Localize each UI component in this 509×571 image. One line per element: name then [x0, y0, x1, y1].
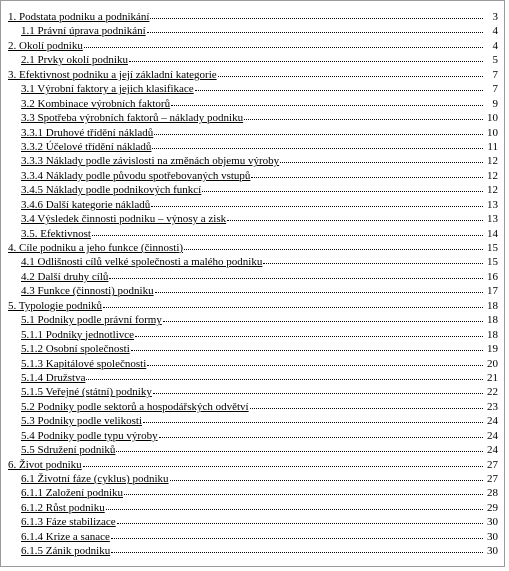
toc-dot-leader [250, 408, 483, 409]
toc-entry-title[interactable]: 3.3.3 Náklady podle závislosti na změnách objemu výroby [21, 155, 280, 168]
toc-dot-leader [109, 278, 483, 279]
toc-entry[interactable] [8, 486, 498, 500]
toc-entry[interactable] [8, 154, 498, 168]
toc-entry[interactable] [8, 313, 498, 327]
toc-dot-leader [152, 148, 483, 149]
toc-entry[interactable] [8, 357, 498, 371]
toc-entry-page-number[interactable]: 13 [487, 213, 498, 226]
toc-entry-title[interactable]: 5. Typologie podniků [8, 299, 103, 312]
toc-entry-page-number[interactable]: 5 [492, 54, 498, 67]
toc-entry-page-number[interactable]: 18 [487, 299, 498, 312]
toc-entry-page-number[interactable]: 12 [487, 169, 498, 182]
toc-entry[interactable] [8, 140, 498, 154]
toc-entry[interactable] [8, 111, 498, 125]
toc-entry-page-number[interactable]: 24 [487, 429, 498, 442]
toc-entry-page-number[interactable]: 18 [487, 328, 498, 341]
toc-entry-title[interactable]: 3.3.4 Náklady podle původu spotřebovaných vstupů [21, 169, 251, 182]
toc-entry-title[interactable]: 5.1.2 Osobní společnosti [21, 343, 130, 356]
toc-entry-page-number[interactable]: 27 [487, 458, 498, 471]
toc-entry[interactable] [8, 169, 498, 183]
toc-entry-title[interactable]: 6.1.1 Založení podniku [21, 487, 124, 500]
toc-dot-leader [263, 263, 483, 264]
toc-entry-page-number[interactable]: 29 [487, 501, 498, 514]
toc-entry[interactable] [8, 385, 498, 399]
toc-entry[interactable] [8, 255, 498, 269]
toc-dot-leader [244, 119, 483, 120]
toc-dot-leader [103, 307, 483, 308]
toc-entry-page-number[interactable]: 12 [487, 155, 498, 168]
toc-dot-leader [83, 466, 483, 467]
toc-entry[interactable] [8, 371, 498, 385]
toc-entry[interactable] [8, 501, 498, 515]
toc-entry-page-number[interactable]: 30 [487, 530, 498, 543]
toc-entry[interactable] [8, 515, 498, 529]
toc-entry-title[interactable]: 5.5 Sdružení podniků [21, 444, 116, 457]
toc-entry-page-number[interactable]: 27 [487, 473, 498, 485]
toc-entry-page-number[interactable]: 12 [487, 184, 498, 197]
toc-entry-title[interactable]: 5.1.4 Družstva [21, 371, 86, 384]
toc-dot-leader [106, 509, 483, 510]
toc-entry-page-number[interactable]: 24 [487, 444, 498, 457]
toc-entry-page-number[interactable]: 24 [487, 415, 498, 428]
toc-entry-title[interactable]: 4. Cíle podniku a jeho funkce (činnosti) [8, 242, 184, 254]
toc-entry-title[interactable]: 3.4.6 Další kategorie nákladů [21, 198, 151, 211]
toc-entry-page-number[interactable]: 4 [492, 25, 498, 38]
toc-dot-leader [86, 379, 483, 380]
toc-entry-page-number[interactable]: 15 [487, 242, 498, 254]
toc-entry-page-number[interactable]: 30 [487, 545, 498, 558]
toc-entry-page-number[interactable]: 19 [487, 343, 498, 356]
toc-entry-title[interactable]: 5.1.1 Podniky jednotlivce [21, 328, 135, 341]
toc-entry[interactable] [8, 530, 498, 544]
toc-dot-leader [251, 177, 483, 178]
toc-dot-leader [116, 451, 483, 452]
toc-dot-leader [154, 134, 483, 135]
toc-entry-title[interactable]: 6.1.4 Krize a sanace [21, 530, 110, 543]
toc-entry[interactable] [8, 183, 498, 197]
toc-entry-page-number[interactable]: 11 [487, 140, 498, 153]
toc-entry-title[interactable]: 3.5. Efektivnost [21, 227, 91, 240]
toc-dot-leader [143, 422, 483, 423]
toc-entry[interactable] [8, 400, 498, 414]
toc-entry[interactable] [8, 414, 498, 428]
toc-dot-leader [131, 350, 483, 351]
toc-dot-leader [84, 47, 483, 48]
toc-dot-leader [92, 235, 483, 236]
toc-entry-page-number[interactable]: 15 [487, 256, 498, 269]
toc-entry-page-number[interactable]: 9 [492, 97, 498, 110]
toc-entry[interactable] [8, 458, 498, 472]
toc-entry[interactable] [8, 270, 498, 284]
toc-entry-title[interactable]: 3.2 Kombinace výrobních faktorů [21, 97, 171, 110]
toc-dot-leader [184, 249, 483, 250]
toc-entry-page-number[interactable]: 30 [487, 516, 498, 529]
toc-dot-leader [111, 552, 483, 553]
toc-entry-title[interactable]: 4.3 Funkce (činnosti) podniku [21, 285, 154, 298]
toc-entry-page-number[interactable]: 4 [492, 39, 498, 52]
toc-entry-title[interactable]: 4.1 Odlišnosti cílů velké společnosti a malého podniku [21, 256, 263, 269]
toc-dot-leader [147, 365, 483, 366]
toc-entry-title[interactable]: 6. Život podniku [8, 458, 82, 471]
toc-entry-title[interactable]: 3.4 Výsledek činnosti podniku – výnosy a zisk [21, 213, 227, 226]
toc-entry-title[interactable]: 2.1 Prvky okolí podniku [21, 54, 128, 67]
toc-entry-title[interactable]: 2. Okolí podniku [8, 39, 83, 52]
toc-entry[interactable] [8, 126, 498, 140]
toc-dot-leader [129, 61, 483, 62]
toc-entry-page-number[interactable]: 20 [487, 357, 498, 370]
toc-entry-page-number[interactable]: 28 [487, 487, 498, 500]
toc-entry[interactable] [8, 39, 498, 53]
toc-dot-leader [147, 32, 483, 33]
toc-entry-title[interactable]: 5.3 Podniky podle velikosti [21, 415, 142, 428]
toc-entry-page-number[interactable]: 10 [487, 126, 498, 139]
toc-entry-title[interactable]: 3.3 Spotřeba výrobních faktorů – náklady podniku [21, 112, 244, 125]
toc-dot-leader [280, 162, 483, 163]
toc-dot-leader [218, 76, 483, 77]
toc-entry-title[interactable]: 5.1.3 Kapitálové společnosti [21, 357, 147, 370]
toc-entry-page-number[interactable]: 23 [487, 400, 498, 413]
toc-dot-leader [227, 220, 483, 221]
toc-entry-page-number[interactable]: 13 [487, 198, 498, 211]
toc-dot-leader [151, 206, 483, 207]
toc-entry-page-number[interactable]: 10 [487, 112, 498, 125]
toc-dot-leader [124, 494, 483, 495]
toc-entry-title[interactable]: 1.1 Právní úprava podnikání [21, 25, 146, 38]
toc-entry[interactable] [8, 544, 498, 558]
toc-dot-leader [117, 523, 483, 524]
toc-entry[interactable] [8, 68, 498, 82]
toc-entry-page-number[interactable]: 18 [487, 314, 498, 327]
toc-entry[interactable] [8, 284, 498, 298]
toc-dot-leader [155, 292, 483, 293]
table-of-contents [8, 10, 498, 559]
toc-entry-page-number[interactable]: 7 [492, 68, 498, 81]
toc-entry[interactable] [8, 227, 498, 241]
toc-entry-title[interactable]: 5.1.5 Veřejné (státní) podniky [21, 386, 152, 399]
toc-entry-page-number[interactable]: 7 [492, 83, 498, 96]
toc-dot-leader [170, 480, 483, 481]
toc-entry-page-number[interactable]: 17 [487, 285, 498, 298]
toc-dot-leader [159, 437, 483, 438]
toc-entry[interactable] [8, 24, 498, 38]
toc-dot-leader [163, 321, 483, 322]
toc-dot-leader [153, 393, 483, 394]
toc-entry-page-number[interactable]: 14 [487, 227, 498, 240]
toc-entry-title[interactable]: 6.1.5 Zánik podniku [21, 545, 111, 558]
toc-dot-leader [202, 191, 483, 192]
toc-entry[interactable] [8, 212, 498, 226]
toc-entry-title[interactable]: 5.2 Podniky podle sektorů a hospodářských odvětví [21, 400, 249, 413]
toc-entry-title[interactable]: 6.1.3 Fáze stabilizace [21, 516, 116, 529]
toc-entry-title[interactable]: 5.4 Podniky podle typu výroby [21, 429, 158, 442]
toc-entry[interactable] [8, 299, 498, 313]
toc-entry-title[interactable]: 5.1 Podniky podle právní formy [21, 314, 162, 327]
toc-entry[interactable] [8, 198, 498, 212]
toc-entry-title[interactable]: 3.1 Výrobní faktory a jejich klasifikace [21, 83, 194, 96]
toc-entry[interactable] [8, 82, 498, 96]
toc-entry[interactable] [8, 10, 498, 24]
toc-entry[interactable] [8, 328, 498, 342]
toc-entry-title[interactable]: 3.3.1 Druhové třídění nákladů [21, 126, 154, 139]
toc-dot-leader [150, 18, 483, 19]
toc-entry-title[interactable]: 6.1.2 Růst podniku [21, 501, 105, 514]
toc-entry[interactable] [8, 443, 498, 457]
toc-entry-page-number[interactable]: 22 [487, 386, 498, 399]
toc-dot-leader [135, 336, 483, 337]
toc-entry-title[interactable]: 1. Podstata podniku a podnikání [8, 11, 150, 23]
toc-entry-title[interactable]: 4.2 Další druhy cílů [21, 270, 109, 283]
toc-entry-page-number[interactable]: 16 [487, 270, 498, 283]
toc-entry[interactable] [8, 342, 498, 356]
toc-dot-leader [111, 538, 483, 539]
toc-entry-title[interactable]: 3.4.5 Náklady podle podnikových funkcí [21, 184, 202, 197]
toc-entry-title[interactable]: 6.1 Životní fáze (cyklus) podniku [21, 473, 169, 485]
toc-entry-page-number[interactable]: 21 [487, 371, 498, 384]
toc-entry[interactable] [8, 53, 498, 67]
toc-dot-leader [195, 90, 483, 91]
toc-entry-title[interactable]: 3.3.2 Účelové třídění nákladů [21, 140, 152, 153]
toc-entry-page-number[interactable]: 3 [492, 11, 498, 23]
toc-entry[interactable] [8, 472, 498, 486]
toc-dot-leader [171, 105, 483, 106]
toc-entry-title[interactable]: 3. Efektivnost podniku a její základní kategorie [8, 68, 217, 81]
toc-entry[interactable] [8, 241, 498, 255]
toc-entry[interactable] [8, 97, 498, 111]
toc-entry[interactable] [8, 429, 498, 443]
